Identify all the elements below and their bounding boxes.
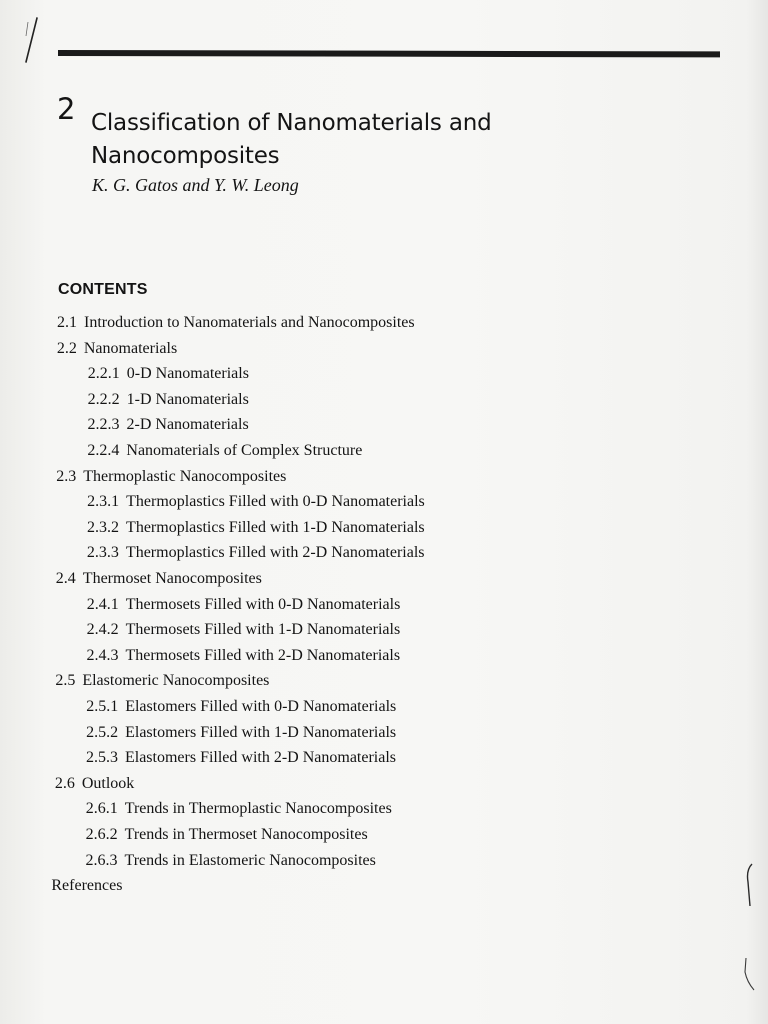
contents-heading: CONTENTS xyxy=(58,281,148,298)
toc-entry xyxy=(55,671,269,691)
toc-entry xyxy=(55,774,134,794)
toc-entry-number: 2.3 xyxy=(56,467,77,485)
toc-entry-number: 2.4.3 xyxy=(86,646,119,664)
toc-entry-label: 0-D Nanomaterials xyxy=(126,365,249,383)
toc-entry-label: Elastomers Filled with 0-D Nanomaterials xyxy=(125,698,397,715)
toc-entry-number: 2.5.2 xyxy=(86,723,119,741)
toc-entry xyxy=(86,825,368,845)
toc-entry-number: 2.6 xyxy=(54,774,75,792)
toc-entry-number: 2.5.3 xyxy=(85,749,118,767)
toc-entry-number: 2.2.1 xyxy=(87,365,120,383)
toc-entry xyxy=(57,313,415,333)
toc-entry-label: Trends in Thermoset Nanocomposites xyxy=(124,826,368,843)
toc-entry-label: Nanomaterials xyxy=(83,339,178,357)
toc-entry xyxy=(56,569,262,589)
toc-entry xyxy=(88,415,249,435)
toc-entry-number: 2.1 xyxy=(57,314,77,331)
toc-entry-number: 2.6.1 xyxy=(85,800,118,818)
toc-entry-number: 2.6.3 xyxy=(85,851,118,869)
toc-entry-label: Elastomeric Nanocomposites xyxy=(82,672,270,690)
pen-stroke-mark-top-left xyxy=(20,16,44,66)
toc-entry xyxy=(88,390,249,410)
toc-entry-number: 2.2 xyxy=(56,339,77,357)
toc-entry xyxy=(87,620,401,640)
toc-entry xyxy=(86,799,392,819)
chapter-title-line-2: Nanocomposites xyxy=(91,143,280,169)
toc-entry xyxy=(86,697,396,717)
chapter-authors: K. G. Gatos and Y. W. Leong xyxy=(92,175,299,195)
toc-entry-label: Elastomers Filled with 1-D Nanomaterials xyxy=(125,723,397,741)
toc-entry-number: 2.4 xyxy=(55,570,76,587)
binding-bracket-mark-right xyxy=(740,860,760,1010)
toc-entry xyxy=(87,441,362,461)
toc-entry-label: Nanomaterials of Complex Structure xyxy=(126,442,363,459)
chapter-title-line-1: Classification of Nanomaterials and xyxy=(91,110,492,136)
toc-entry xyxy=(88,364,249,384)
toc-entry-label: Introduction to Nanomaterials and Nanocomposites xyxy=(84,314,415,331)
toc-entry xyxy=(86,646,400,666)
toc-entry-label: References xyxy=(51,877,123,895)
toc-entry-label: Thermoset Nanocomposites xyxy=(82,570,262,587)
toc-entry-number: 2.4.1 xyxy=(86,595,119,613)
toc-entry-number: 2.2.2 xyxy=(87,390,120,408)
toc-entry-number: 2.2.4 xyxy=(87,442,120,459)
toc-entry-label: Thermoplastics Filled with 1-D Nanomaterials xyxy=(126,518,425,536)
toc-entry-number: 2.6.2 xyxy=(85,826,118,843)
toc-entry-label: Thermosets Filled with 0-D Nanomaterials xyxy=(125,595,401,613)
chapter-title xyxy=(91,107,611,173)
toc-entry xyxy=(87,492,425,512)
toc-entry-references xyxy=(51,876,122,896)
toc-entry-label: Thermoplastics Filled with 0-D Nanomaterials xyxy=(126,493,425,511)
toc-entry-label: Thermosets Filled with 1-D Nanomaterials xyxy=(125,621,401,639)
toc-entry xyxy=(87,543,425,563)
chapter-number: 2 xyxy=(57,92,76,126)
toc-entry-label: Trends in Thermoplastic Nanocomposites xyxy=(124,800,392,818)
toc-entry-label: Trends in Elastomeric Nanocomposites xyxy=(124,851,376,869)
toc-entry xyxy=(87,595,401,615)
toc-entry-label: Thermoplastics Filled with 2-D Nanomaterials xyxy=(125,544,425,562)
toc-entry-label: Outlook xyxy=(81,774,135,792)
toc-entry-label: Thermoplastic Nanocomposites xyxy=(83,467,287,485)
toc-entry xyxy=(86,748,396,768)
toc-entry xyxy=(86,851,376,871)
toc-entry xyxy=(87,518,425,538)
toc-entry-label: Thermosets Filled with 2-D Nanomaterials xyxy=(125,646,401,664)
toc-entry-label: Elastomers Filled with 2-D Nanomaterials xyxy=(124,749,397,767)
toc-entry xyxy=(86,723,396,743)
toc-entry-number: 2.2.3 xyxy=(87,416,120,434)
chapter-top-rule xyxy=(58,50,720,57)
toc-entry-number: 2.3.2 xyxy=(87,518,120,536)
toc-entry-number: 2.4.2 xyxy=(86,621,119,639)
toc-entry xyxy=(57,339,177,359)
toc-entry-number: 2.3.3 xyxy=(86,544,119,562)
toc-entry-label: 1-D Nanomaterials xyxy=(126,390,249,408)
toc-entry-number: 2.5 xyxy=(55,672,76,690)
toc-entry-label: 2-D Nanomaterials xyxy=(126,416,249,434)
toc-entry-number: 2.5.1 xyxy=(86,698,119,715)
toc-entry-number: 2.3.1 xyxy=(87,493,120,511)
toc-entry xyxy=(56,467,286,487)
